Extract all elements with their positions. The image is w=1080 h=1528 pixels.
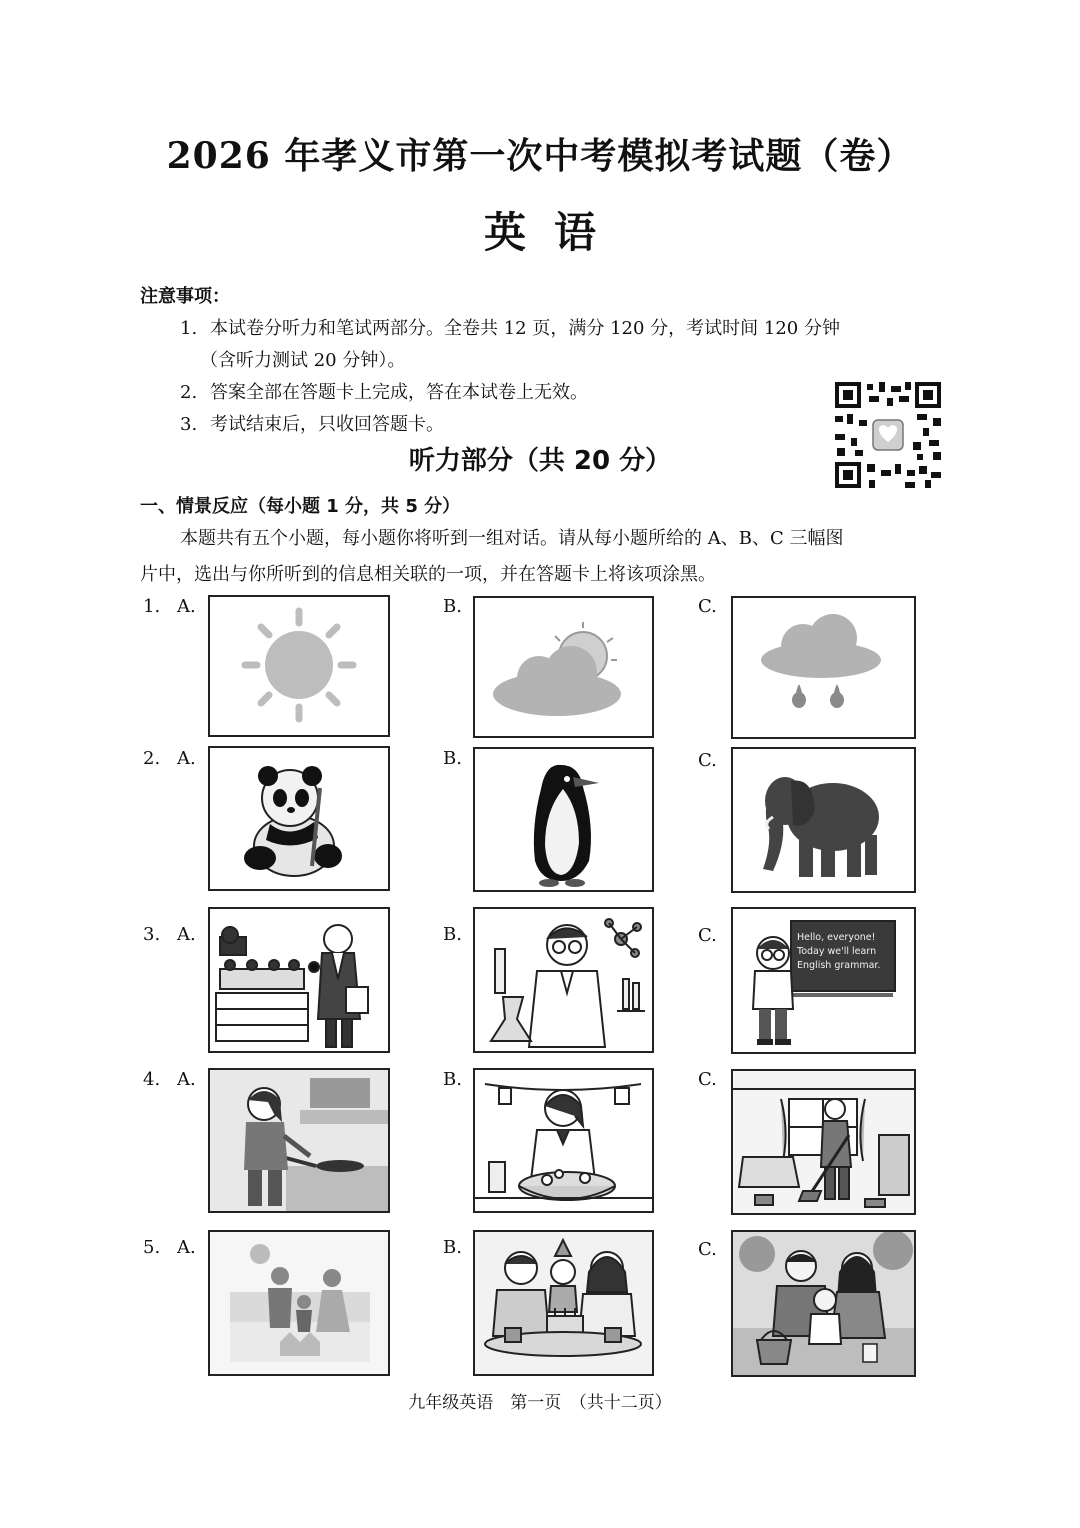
panda-icon [244,766,342,876]
instructions-line-1: 本题共有五个小题，每小题你将听到一组对话。请从每小题所给的 A、B、C 三幅图 [180,528,844,549]
option-label-a: A. [177,748,196,769]
washing-clothes-icon [475,1084,652,1200]
question-number: 5. [143,1237,161,1258]
option-label-b: B. [443,748,462,769]
note-2 [180,378,588,404]
q4-option-b-image[interactable] [473,1068,654,1213]
option-label-a: A. [177,924,196,945]
q1-option-b-image[interactable] [473,596,654,738]
q5-option-b-image[interactable] [473,1230,654,1376]
question-number: 3. [143,924,161,945]
part1-heading: 一、情景反应（每小题 1 分，共 5 分） [140,496,461,517]
subject-title: 英语 [483,208,624,257]
note-text: 本试卷分听力和笔试两部分。全卷共 12 页，满分 120 分，考试时间 120 分钟 [210,318,840,339]
blackboard-line: English grammar. [797,960,881,971]
note-1 [180,314,840,340]
q2-option-b-image[interactable] [473,747,654,892]
q1-option-c-image[interactable] [731,596,916,739]
question-number: 1. [143,596,161,617]
picnic-family-icon [733,1232,914,1375]
note-3 [180,410,444,436]
sun-icon [245,611,353,719]
q4-option-a-image[interactable] [208,1068,390,1213]
blackboard-text [797,931,893,973]
page-footer: 九年级英语 第一页 （共十二页） [408,1393,672,1413]
option-label-a: A. [177,596,196,617]
elephant-icon [763,777,879,877]
rain-cloud-icon [761,614,881,708]
option-label-a: A. [177,1237,196,1258]
blackboard-line: Hello, everyone! [797,932,876,943]
penguin-icon [534,765,599,887]
option-label-c: C. [698,596,717,617]
option-label-b: B. [443,596,462,617]
q2-option-c-image[interactable] [731,747,916,893]
notes-heading: 注意事项： [140,286,230,307]
note-text: 考试结束后，只收回答题卡。 [210,414,444,435]
q1-option-a-image[interactable] [208,595,390,737]
cooking-icon [210,1070,388,1211]
instructions-line-2: 片中，选出与你所听到的信息相关联的一项，并在答题卡上将该项涂黑。 [140,564,716,585]
scientist-icon [491,919,645,1047]
q4-option-c-image[interactable] [731,1069,916,1215]
reporter-icon [216,925,368,1047]
partly-cloudy-icon [493,622,621,716]
question-number: 4. [143,1069,161,1090]
option-label-b: B. [443,924,462,945]
note-number: 1. [180,318,198,339]
q3-option-c-image[interactable] [731,907,916,1054]
listening-section-title: 听力部分（共 20 分） [408,446,672,476]
q2-option-a-image[interactable] [208,746,390,891]
birthday-party-icon [475,1232,652,1374]
q3-option-b-image[interactable] [473,907,654,1053]
question-number: 2. [143,748,161,769]
option-label-c: C. [698,925,717,946]
exam-title: 2026 年孝义市第一次中考模拟考试题（卷） [166,135,914,177]
beach-family-icon [210,1232,388,1374]
q5-option-c-image[interactable] [731,1230,916,1377]
note-1-cont [200,346,405,372]
note-text: 答案全部在答题卡上完成，答在本试卷上无效。 [210,382,588,403]
option-label-c: C. [698,1069,717,1090]
q3-option-a-image[interactable] [208,907,390,1053]
option-label-c: C. [698,750,717,771]
option-label-c: C. [698,1239,717,1260]
option-label-b: B. [443,1069,462,1090]
sweeping-floor-icon [733,1071,914,1213]
note-number: 2. [180,382,198,403]
option-label-b: B. [443,1237,462,1258]
note-text: （含听力测试 20 分钟）。 [200,350,406,371]
note-number: 3. [180,414,198,435]
blackboard-line: Today we'll learn [797,946,877,957]
option-label-a: A. [177,1069,196,1090]
q5-option-a-image[interactable] [208,1230,390,1376]
